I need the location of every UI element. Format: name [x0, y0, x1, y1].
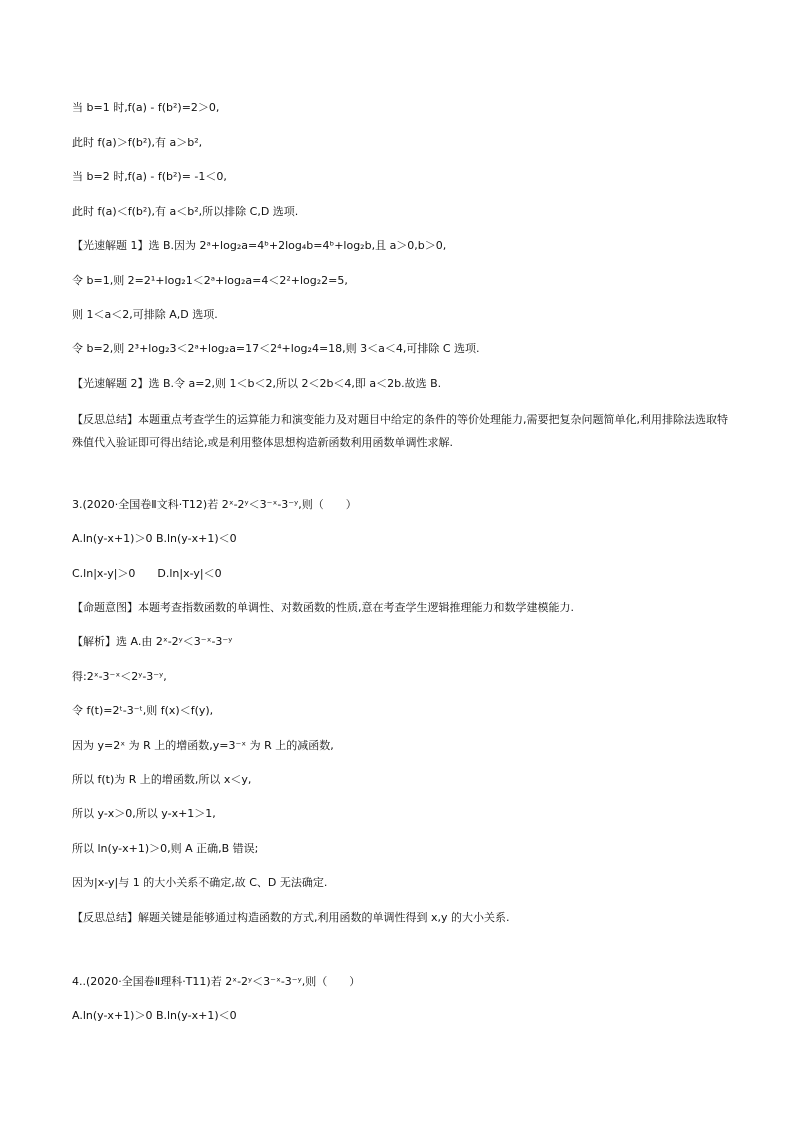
- text-line: 【光速解题 2】选 B.令 a=2,则 1＜b＜2,所以 2＜2b＜4,即 a＜2b.故选 B.: [72, 377, 442, 390]
- text-line: 所以 y-x＞0,所以 y-x+1＞1,: [72, 807, 216, 820]
- text-line: 此时 f(a)＞f(b²),有 a＞b²,: [72, 136, 203, 149]
- text-line: 则 1＜a＜2,可排除 A,D 选项.: [72, 308, 218, 321]
- text-line: 【反思总结】解题关键是能够通过构造函数的方式,利用函数的单调性得到 x,y 的大小关系.: [72, 911, 510, 924]
- question-4: 4..(2020·全国卷Ⅱ理科·T11)若 2ˣ-2ʸ＜3⁻ˣ-3⁻ʸ,则（ ）: [72, 975, 361, 988]
- text-line: 当 b=1 时,f(a) - f(b²)=2＞0,: [72, 101, 220, 114]
- text-line: 此时 f(a)＜f(b²),有 a＜b²,所以排除 C,D 选项.: [72, 205, 299, 218]
- option-line: A.ln(y-x+1)＞0 B.ln(y-x+1)＜0: [72, 1009, 237, 1022]
- text-line: 所以 f(t)为 R 上的增函数,所以 x＜y,: [72, 773, 252, 786]
- option-line: A.ln(y-x+1)＞0 B.ln(y-x+1)＜0: [72, 532, 237, 545]
- text-line: 令 b=1,则 2=2¹+log₂1＜2ᵃ+log₂a=4＜2²+log₂2=5,: [72, 274, 348, 287]
- text-line: 【命题意图】本题考查指数函数的单调性、对数函数的性质,意在考查学生逻辑推理能力和数学建模能力.: [72, 601, 574, 614]
- text-line: 因为|x-y|与 1 的大小关系不确定,故 C、D 无法确定.: [72, 876, 328, 889]
- text-line: 【解析】选 A.由 2ˣ-2ʸ＜3⁻ˣ-3⁻ʸ: [72, 635, 233, 648]
- text-line: 得:2ˣ-3⁻ˣ＜2ʸ-3⁻ʸ,: [72, 670, 167, 683]
- text-line: 【光速解题 1】选 B.因为 2ᵃ+log₂a=4ᵇ+2log₄b=4ᵇ+log₂b,且 a＞0,b＞0,: [72, 239, 447, 252]
- text-line: 令 b=2,则 2³+log₂3＜2ᵃ+log₂a=17＜2⁴+log₂4=18,则 3＜a＜4,可排除 C 选项.: [72, 342, 480, 355]
- text-line: 令 f(t)=2ᵗ-3⁻ᵗ,则 f(x)＜f(y),: [72, 704, 214, 717]
- question-3: 3.(2020·全国卷Ⅱ文科·T12)若 2ˣ-2ʸ＜3⁻ˣ-3⁻ʸ,则（ ）: [72, 498, 357, 511]
- paragraph: 【反思总结】本题重点考查学生的运算能力和演变能力及对题目中给定的条件的等价处理能力,需要把复杂问题简单化,利用排除法选取特殊值代入验证即可得出结论,或是利用整体思想构造新函数利用函数单调性求解.: [72, 413, 728, 449]
- option-line: C.ln|x-y|＞0 D.ln|x-y|＜0: [72, 567, 222, 580]
- text-line: 所以 ln(y-x+1)＞0,则 A 正确,B 错误;: [72, 842, 259, 855]
- text-line: 当 b=2 时,f(a) - f(b²)= -1＜0,: [72, 170, 227, 183]
- text-line: 因为 y=2ˣ 为 R 上的增函数,y=3⁻ˣ 为 R 上的减函数,: [72, 739, 334, 752]
